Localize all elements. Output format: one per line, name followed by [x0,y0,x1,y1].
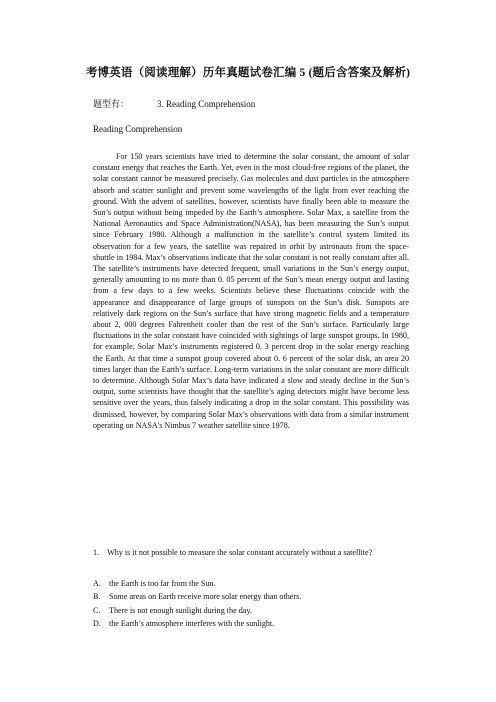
section-heading: Reading Comprehension [93,124,183,134]
option-letter: D. [93,619,101,629]
option-text: the Earth’s atmosphere interferes with the sunlight. [109,619,275,629]
question-number: 1. [93,548,100,557]
question-type-label: 题型有： [93,99,130,109]
option-b [93,590,409,603]
question-type-line [93,97,255,110]
question-type-value: 3. Reading Comprehension [157,99,256,109]
option-letter: B. [93,592,101,602]
option-letter: C. [93,605,101,615]
reading-passage: For 150 years scientists have tried to determine the solar constant, the amount of solar constant energy that reaches the Earth. Yet, even in the most cloud-free regions of the planet, the solar constant cannot be measured precisely. Gas molecules and dust particles in the atmosphere absorb and scatter sunlight and prevent some wavelengths of the light from ever reaching the ground. With the advent of satellites, however, scientists have finally been able to measure the Sun’s output without being impeded by the Earth’s atmosphere. Solar Max, a satellite from the National Aeronautics and Space Administration(NASA), has been measuring the Sun’s output since February 1980. Although a malfunction in the satellite’s control system limited its observation for a few years, the satellite was repaired in orbit by astronauts from the space-shuttle in 1984. Max’s observations indicate that the solar constant is not really constant after all. The satellite’s instruments have detected frequent, small variations in the Sun’s energy output, generally amounting to no more than 0. 05 percent of the Sun’s mean energy output and lasting from a few days to a few weeks. Scientists believe these fluctuations coincide with the appearance and disappearance of large groups of sunspots on the Sun’s disk. Sunspots are relatively dark regions on the Sun’s surface that have strong magnetic fields and a temperature about 2, 000 degrees Fahrenheit cooler than the rest of the Sun’s surface. Particularly large fluctuations in the solar constant have coincided with sightings of large sunspot groups. In 1980, for example, Solar Max’s instruments registered 0. 3 percent drop in the solar energy reaching the Earth. At that time a sunspot group covered about 0. 6 percent of the solar disk, an area 20 times larger than the Earth’s surface. Long-term variations in the solar constant are more difficult to determine. Although Solar Max’s data have indicated a slow and steady decline in the Sun’s output, some scientists have thought that the satellite’s aging detectors might have become less sensitive over the years, thus falsely indicating a drop in the solar constant. This possibility was dismissed, however, by comparing Solar Max’s observations with data from a similar instrument operating on NASA's Nimbus 7 weather satellite since 1978. [93,152,409,430]
answer-options [93,577,409,631]
option-text: Some areas on Earth receive more solar energy than others. [109,592,302,602]
option-a [93,577,409,590]
question-1 [93,547,409,558]
option-d [93,617,409,630]
option-letter: A. [93,579,101,588]
option-c [93,604,409,617]
document-title: 考博英语（阅读理解）历年真题试卷汇编 5 (题后含答案及解析) [85,67,411,79]
option-text: the Earth is too far from the Sun. [109,579,216,588]
question-text: Why is it not possible to measure the solar constant accurately without a satellite? [107,548,373,557]
option-text: There is not enough sunlight during the day. [109,605,252,615]
